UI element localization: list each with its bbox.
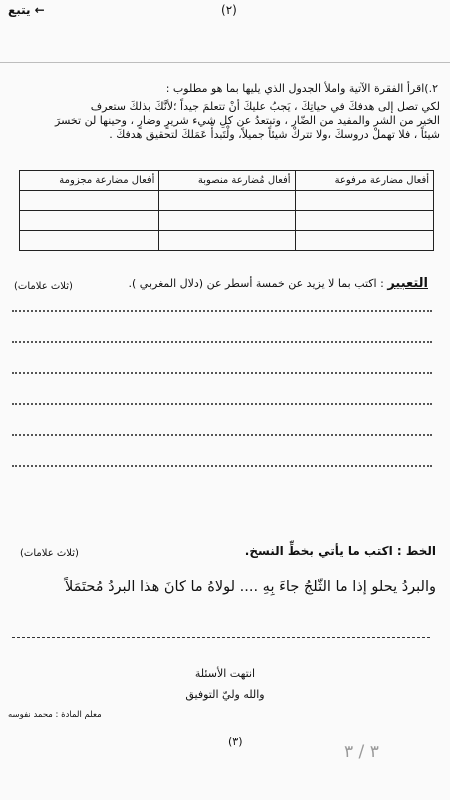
paragraph-line: لكي تصل إلى هدفكَ في حياتِكَ ، يَجبُ عليكَ أنْ تتعلمَ جيداً ؛لأنَّكَ بذلكَ ستعرف <box>90 100 440 113</box>
table-cell <box>159 191 295 211</box>
page-indicator: ٣ / ٣ <box>344 742 379 762</box>
composition-marks: (ثلاث علامات) <box>14 281 73 292</box>
paragraph-line: الخير من الشر والمفيد من الضّار ، وتبتعدُ عن كلِ شيء شريرٍ وضارٍ ، وحينها لن تخسرَ <box>55 114 440 127</box>
composition-label: التعبير <box>387 276 428 291</box>
handwriting-answer-line <box>12 637 430 638</box>
paragraph-line: شيئاً ، فلا تهملْ دروسكَ ،ولا تتركْ شيئاً جميلاً، ولْتَبدأْ عَمَلكَ لتحقيق هدفكَ . <box>109 128 440 141</box>
page-separator <box>0 62 450 63</box>
composition-prompt <box>128 277 428 291</box>
answer-line <box>12 465 432 467</box>
table-cell <box>20 211 159 231</box>
table-header-row <box>20 171 434 191</box>
answer-line <box>12 434 432 436</box>
answer-line <box>12 341 432 343</box>
teacher-name: معلم المادة : محمد نفوسه <box>8 710 102 720</box>
answer-line <box>12 310 432 312</box>
page-number-top: (٢) <box>221 3 237 17</box>
header-raised-verbs: أفعال مضارعة مرفوعة <box>295 171 433 191</box>
answer-line <box>12 372 432 374</box>
closing-wish: والله وليّ التوفيق <box>185 688 265 701</box>
table-cell <box>159 211 295 231</box>
table-row <box>20 231 434 251</box>
table-cell <box>295 211 433 231</box>
handwriting-marks: (ثلاث علامات) <box>20 548 79 559</box>
table-row <box>20 191 434 211</box>
table-row <box>20 211 434 231</box>
verbs-table <box>19 170 434 251</box>
table-cell <box>295 231 433 251</box>
table-cell <box>159 231 295 251</box>
question-paragraph <box>10 100 440 142</box>
table-cell <box>20 231 159 251</box>
answer-line <box>12 403 432 405</box>
table-cell <box>295 191 433 211</box>
next-page-note: يتبع ← <box>8 3 45 17</box>
handwriting-label: الخط : اكتب ما يأتي بخطِّ النسخ. <box>244 544 436 558</box>
exam-end-note: انتهت الأسئلة <box>194 667 256 680</box>
header-subjunctive-verbs: أفعال مُضارعة منصوبة <box>159 171 295 191</box>
table-cell <box>20 191 159 211</box>
page-number-bottom: (٣) <box>228 735 243 748</box>
header-jussive-verbs: أفعال مضارعة مجزومة <box>20 171 159 191</box>
handwriting-verse: والبردُ يحلو إذا ما الثّلجُ جاءَ بِهِ .... لولاهُ ما كانَ هذا البردُ مُحتَمَلاً <box>64 579 436 595</box>
question-heading: ٢.)اقرأ الفقرة الآتية واملأ الجدول الذي يليها بما هو مطلوب : <box>165 82 438 95</box>
composition-instruction: : اكتب بما لا يزيد عن خمسة أسطر عن (دلال المغربي ). <box>128 277 388 290</box>
